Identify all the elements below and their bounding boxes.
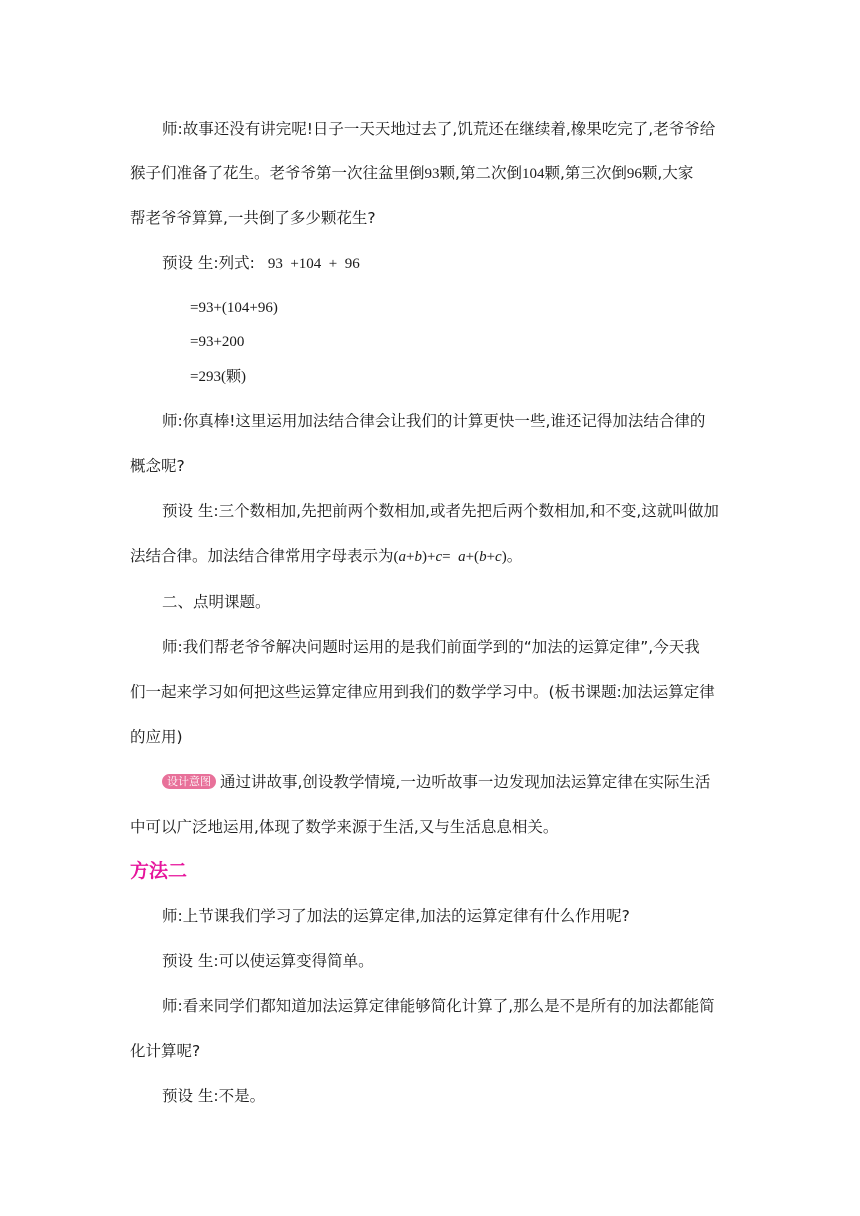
paragraph-line: 帮老爷爷算算,一共倒了多少颗花生? — [130, 209, 376, 227]
design-intent-line — [162, 771, 710, 793]
paragraph-line: 的应用) — [130, 728, 183, 746]
paragraph-line: 师:上节课我们学习了加法的运算定律,加法的运算定律有什么作用呢? — [162, 907, 630, 925]
paragraph-line: 师:我们帮老爷爷解决问题时运用的是我们前面学到的“加法的运算定律”,今天我 — [162, 638, 700, 656]
section-title: 二、点明课题。 — [162, 593, 271, 611]
expression: 93 +104 + 96 — [267, 256, 360, 272]
number: 104 — [521, 166, 545, 182]
text-span: 猴子们准备了花生。老爷爷第一次往盆里倒 — [130, 164, 425, 182]
text-span: 颗,第二次倒 — [439, 164, 522, 182]
number: 93 — [424, 166, 440, 182]
paragraph-line: 中可以广泛地运用,体现了数学来源于生活,又与生活息息相关。 — [130, 818, 559, 836]
paragraph-line: 师:你真棒!这里运用加法结合律会让我们的计算更快一些,谁还记得加法结合律的 — [162, 412, 706, 430]
text-span: 颗,大家 — [641, 164, 694, 182]
method-heading: 方法二 — [130, 860, 188, 882]
paragraph-line: 师:看来同学们都知道加法运算定律能够简化计算了,那么是不是所有的加法都能简 — [162, 997, 715, 1015]
number: 96 — [626, 166, 642, 182]
text-span: 颗,第三次倒 — [544, 164, 627, 182]
preset-label: 预设 生:列式: — [162, 254, 255, 272]
preset-line: 预设 生:三个数相加,先把前两个数相加,或者先把后两个数相加,和不变,这就叫做加 — [162, 502, 719, 520]
text-span: 。 — [506, 547, 523, 565]
design-intent-badge: 设计意图 — [162, 774, 216, 789]
text-span: 法结合律。加法结合律常用字母表示为 — [130, 547, 394, 565]
paragraph-line — [130, 545, 522, 568]
paragraph-line: 化计算呢? — [130, 1042, 201, 1060]
calc-step: =293(颗) — [190, 369, 246, 385]
preset-line — [162, 252, 360, 275]
text-span: 通过讲故事,创设教学情境,一边听故事一边发现加法运算定律在实际生活 — [220, 773, 711, 791]
preset-line: 预设 生:不是。 — [162, 1087, 266, 1105]
paragraph-line: 概念呢? — [130, 457, 185, 475]
formula: (a+b)+c= a+(b+c) — [393, 549, 507, 565]
paragraph-line: 师:故事还没有讲完呢!日子一天天地过去了,饥荒还在继续着,橡果吃完了,老爷爷给 — [162, 120, 716, 138]
paragraph-line — [130, 162, 693, 185]
calc-step: =93+(104+96) — [190, 300, 278, 316]
calc-step: =93+200 — [190, 334, 245, 350]
preset-line: 预设 生:可以使运算变得简单。 — [162, 952, 374, 970]
paragraph-line: 们一起来学习如何把这些运算定律应用到我们的数学学习中。(板书课题:加法运算定律 — [130, 683, 715, 701]
